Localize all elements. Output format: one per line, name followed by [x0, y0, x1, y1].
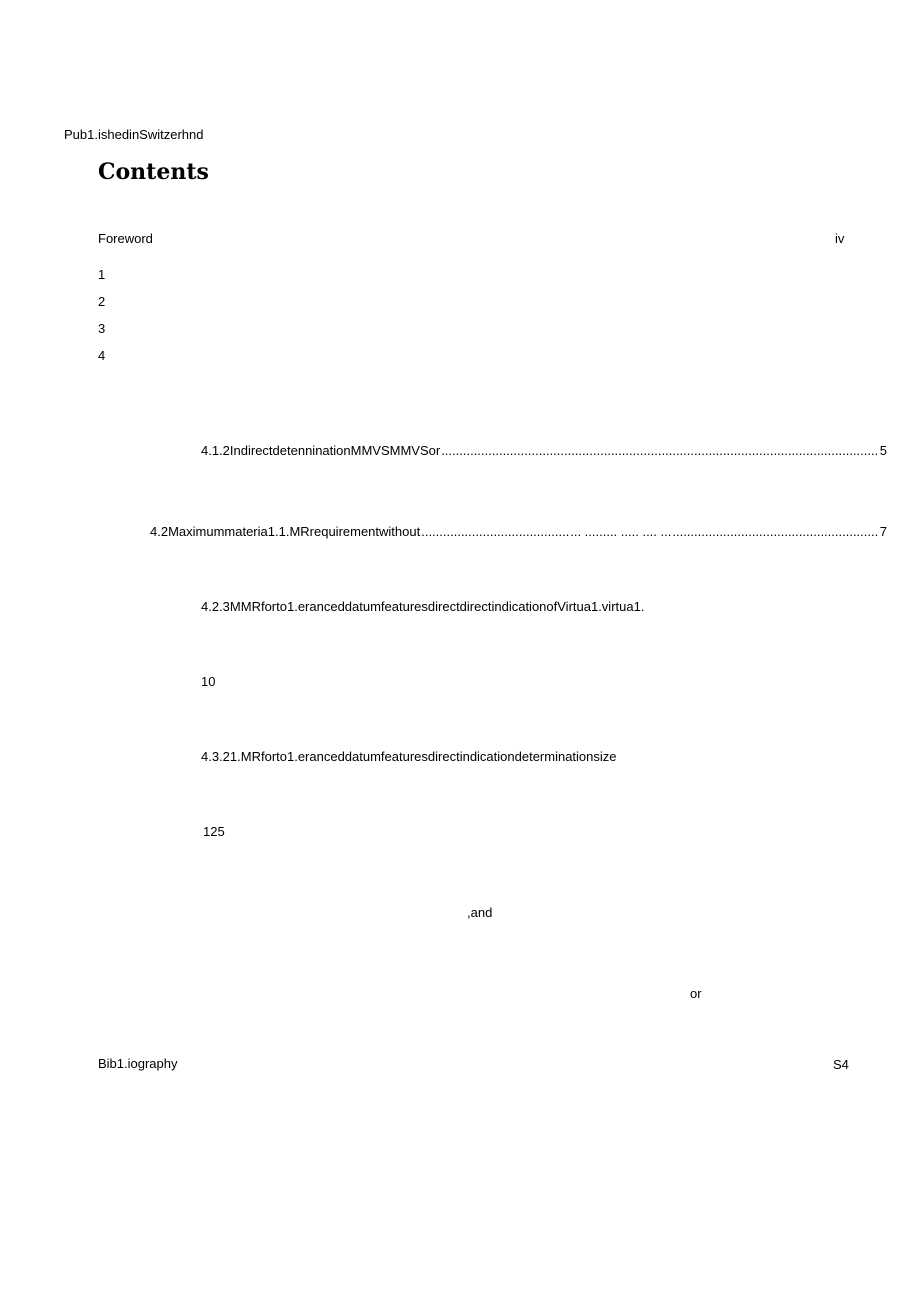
toc-foreword-page: iv — [835, 231, 845, 246]
toc-entry-4-2[interactable] — [150, 524, 887, 540]
toc-entry-4-1-2-page: 5 — [879, 443, 887, 458]
toc-bibliography-label[interactable]: Bib1.iography — [98, 1056, 178, 1071]
toc-leader-dots — [441, 443, 879, 459]
toc-bibliography-page: S4 — [833, 1057, 849, 1072]
toc-section-2[interactable]: 2 — [98, 294, 106, 309]
toc-leader-dots — [421, 524, 569, 540]
toc-entry-4-2-label: 4.2Maximummateria1.1.MRrequirementwithout — [150, 524, 421, 539]
toc-entry-4-1-2[interactable] — [201, 443, 887, 459]
toc-page-10: 10 — [201, 674, 216, 689]
publisher-line: Pub1.ishedinSwitzerhnd — [64, 127, 204, 142]
toc-entry-4-2-3[interactable]: 4.2.3MMRforto1.eranceddatumfeaturesdirectdirectindicationofVirtua1.virtua1. — [201, 599, 645, 614]
page-title: Contents — [98, 159, 209, 185]
toc-page-125: 125 — [203, 824, 225, 839]
toc-fragment-and: ,and — [467, 905, 493, 920]
toc-entry-4-1-2-label: 4.1.2IndirectdetenninationMMVSMMVSor — [201, 443, 441, 458]
toc-entry-4-2-page: 7 — [879, 524, 887, 539]
toc-entry-4-3-2[interactable]: 4.3.21.MRforto1.eranceddatumfeaturesdirectindicationdeterminationsize — [201, 749, 617, 764]
toc-foreword-label[interactable]: Foreword — [98, 231, 153, 246]
toc-section-4[interactable]: 4 — [98, 348, 106, 363]
toc-section-1[interactable]: 1 — [98, 267, 106, 282]
toc-fragment-or: or — [690, 986, 702, 1001]
toc-section-3[interactable]: 3 — [98, 321, 106, 336]
toc-entry-4-2-middle: ... ......... ..... .... ... — [570, 524, 672, 539]
toc-leader-dots — [672, 524, 878, 540]
